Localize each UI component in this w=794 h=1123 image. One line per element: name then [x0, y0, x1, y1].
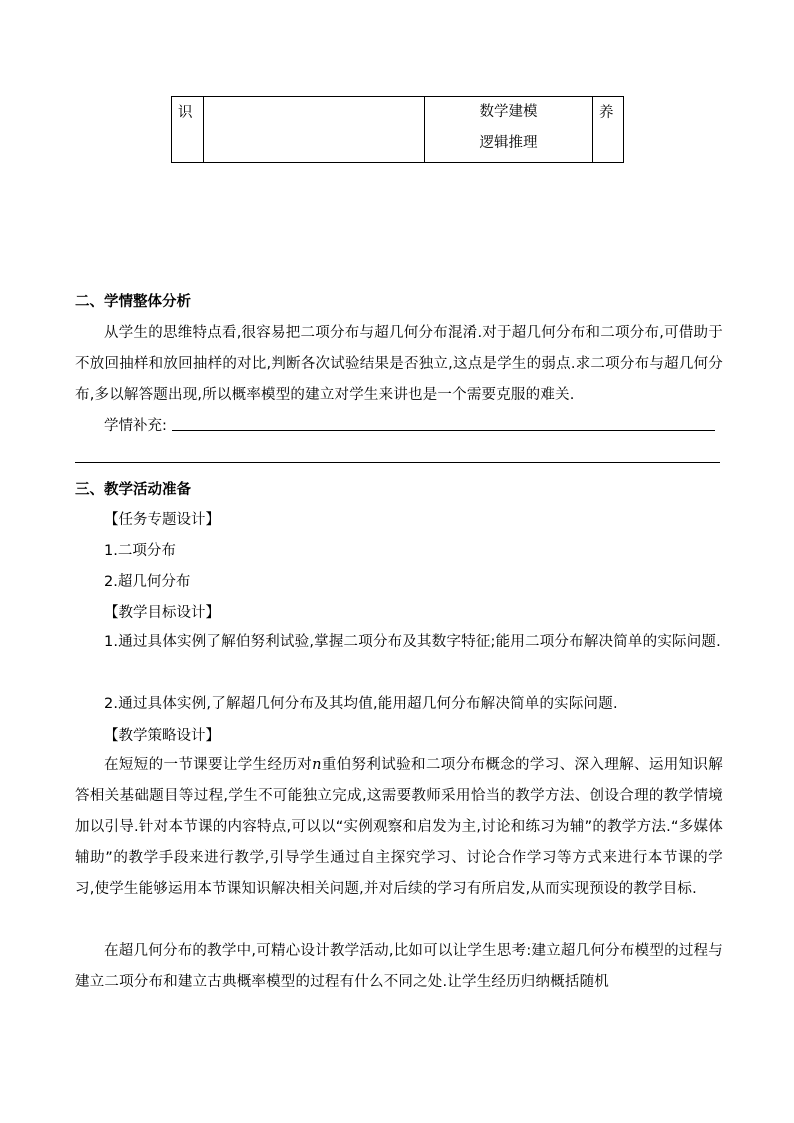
table-row: [172, 97, 624, 163]
text-run: 重伯努利试验和二项分布概念的学习、深入理解、运用知识解答相关基础题目等过程,学生不可能独立完成,这需要教师采用恰当的教学方法、创设合理的教学情境加以引导.针对本节课的内容特点,可以以“实例观察和启发为主,讨论和练习为辅”的教学方法.“多媒体辅助”的教学手段来进行教学,引导学生通过自主探究学习、讨论合作学习等方式来进行本节课的学习,使学生能够运用本节课知识解决相关问题,并对后续的学习有所启发,从而实现预设的教学目标.: [75, 757, 723, 897]
math-variable: n: [312, 757, 322, 773]
literacy-item: 数学建模: [479, 104, 538, 120]
section-heading: 三、教学活动准备: [75, 482, 191, 498]
subsection-heading: 【任务专题设计】: [104, 512, 220, 528]
list-item: 1.二项分布: [104, 543, 176, 559]
table-cell-label: [172, 97, 204, 163]
paragraph: 1.通过具体实例了解伯努利试验,掌握二项分布及其数字特征;能用二项分布解决简单的实际问题.: [104, 634, 721, 650]
table-cell-literacy: [425, 97, 593, 163]
paragraph: [75, 750, 723, 905]
supplement-label: 学情补充:: [104, 418, 167, 434]
text-run: 在短短的一节课要让学生经历对: [104, 757, 313, 773]
table-cell-label: [593, 97, 624, 163]
table-cell-empty: [204, 97, 425, 163]
section-heading: 二、学情整体分析: [75, 294, 191, 310]
list-item: 2.超几何分布: [104, 574, 191, 590]
fill-in-line: [172, 430, 715, 431]
paragraph: 从学生的思维特点看,很容易把二项分布与超几何分布混淆.对于超几何分布和二项分布,可借助于不放回抽样和放回抽样的对比,判断各次试验结果是否独立,这点是学生的弱点.求二项分布与超几何分布,多以解答题出现,所以概率模型的建立对学生来讲也是一个需要克服的难关.: [75, 325, 723, 403]
fill-in-line: [75, 462, 720, 463]
cell-text: 养: [599, 105, 614, 121]
subsection-heading: 【教学策略设计】: [104, 728, 220, 744]
paragraph: 在超几何分布的教学中,可精心设计教学活动,比如可以让学生思考:建立超几何分布模型的过程与建立二项分布和建立古典概率模型的过程有什么不同之处.让学生经历归纳概括随机: [75, 943, 723, 990]
paragraph: 2.通过具体实例,了解超几何分布及其均值,能用超几何分布解决简单的实际问题.: [104, 696, 618, 712]
core-literacy-table-fragment: [171, 96, 624, 163]
cell-text: 识: [178, 105, 193, 121]
literacy-item: 逻辑推理: [479, 135, 538, 151]
subsection-heading: 【教学目标设计】: [104, 605, 220, 621]
